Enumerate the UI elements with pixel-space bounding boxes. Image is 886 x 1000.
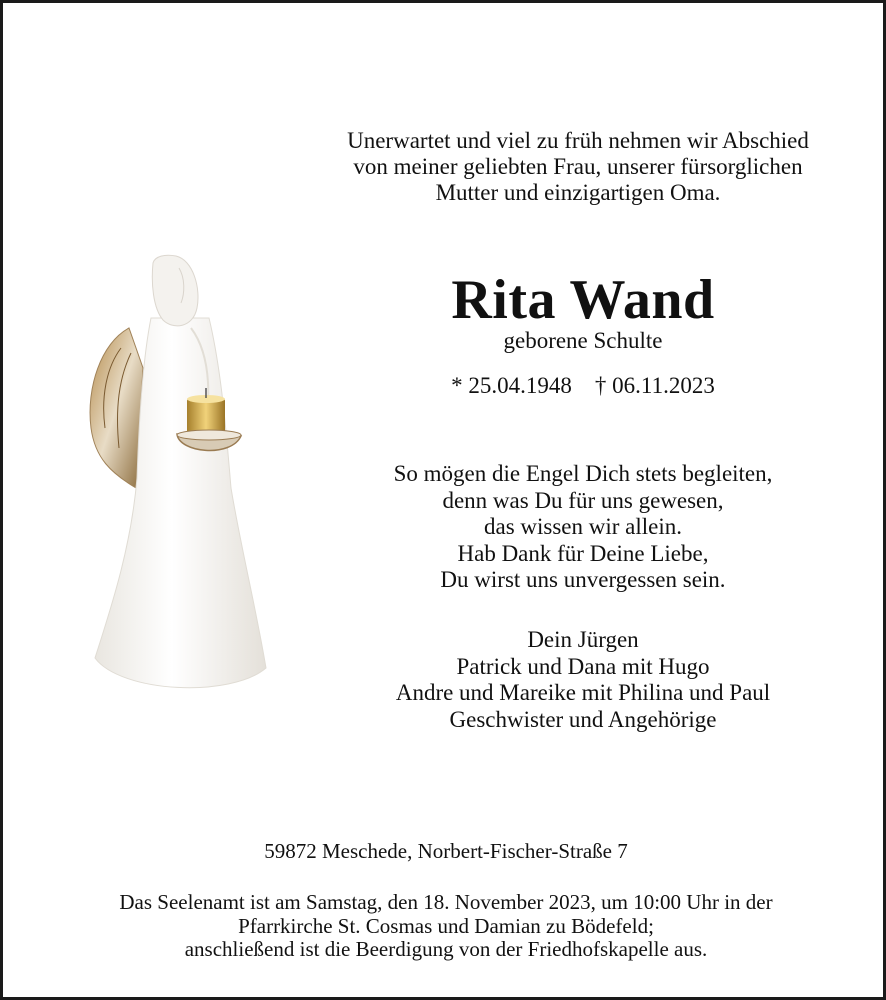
mourner-line: Andre und Mareike mit Philina und Paul — [395, 680, 771, 705]
mourner-line: Dein Jürgen — [527, 627, 639, 652]
intro-line: von meiner geliebten Frau, unserer fürsorglichen — [353, 154, 803, 179]
address: 59872 Meschede, Norbert-Fischer-Straße 7 — [264, 839, 628, 863]
funeral-info — [43, 891, 849, 962]
angel-figurine-image — [81, 248, 281, 698]
life-dates — [293, 372, 873, 400]
mourner-line: Geschwister und Angehörige — [449, 706, 717, 732]
funeral-line: Pfarrkirche St. Cosmas und Damian zu Bödefeld; — [238, 913, 654, 938]
birth-date: * 25.04.1948 — [451, 373, 572, 398]
poem — [293, 461, 873, 594]
intro-text — [293, 128, 863, 206]
poem-line: Du wirst uns unvergessen sein. — [440, 567, 726, 592]
funeral-line: Das Seelenamt ist am Samstag, den 18. November 2023, um 10:00 Uhr in der — [119, 890, 773, 914]
poem-line: denn was Du für uns gewesen, — [442, 487, 724, 513]
funeral-line: anschließend ist die Beerdigung von der Friedhofskapelle aus. — [184, 937, 708, 961]
poem-line: das wissen wir allein. — [483, 514, 682, 539]
mourner-line: Patrick und Dana mit Hugo — [456, 653, 710, 679]
death-date: † 06.11.2023 — [594, 373, 715, 398]
mourners-list — [293, 627, 873, 733]
intro-line: Mutter und einzigartigen Oma. — [435, 180, 721, 205]
poem-line: So mögen die Engel Dich stets begleiten, — [393, 461, 773, 486]
poem-line: Hab Dank für Deine Liebe, — [457, 540, 709, 566]
maiden-name: geborene Schulte — [503, 328, 663, 353]
deceased-name: Rita Wand — [451, 269, 715, 331]
intro-line: Unerwartet und viel zu früh nehmen wir Abschied — [347, 128, 809, 153]
